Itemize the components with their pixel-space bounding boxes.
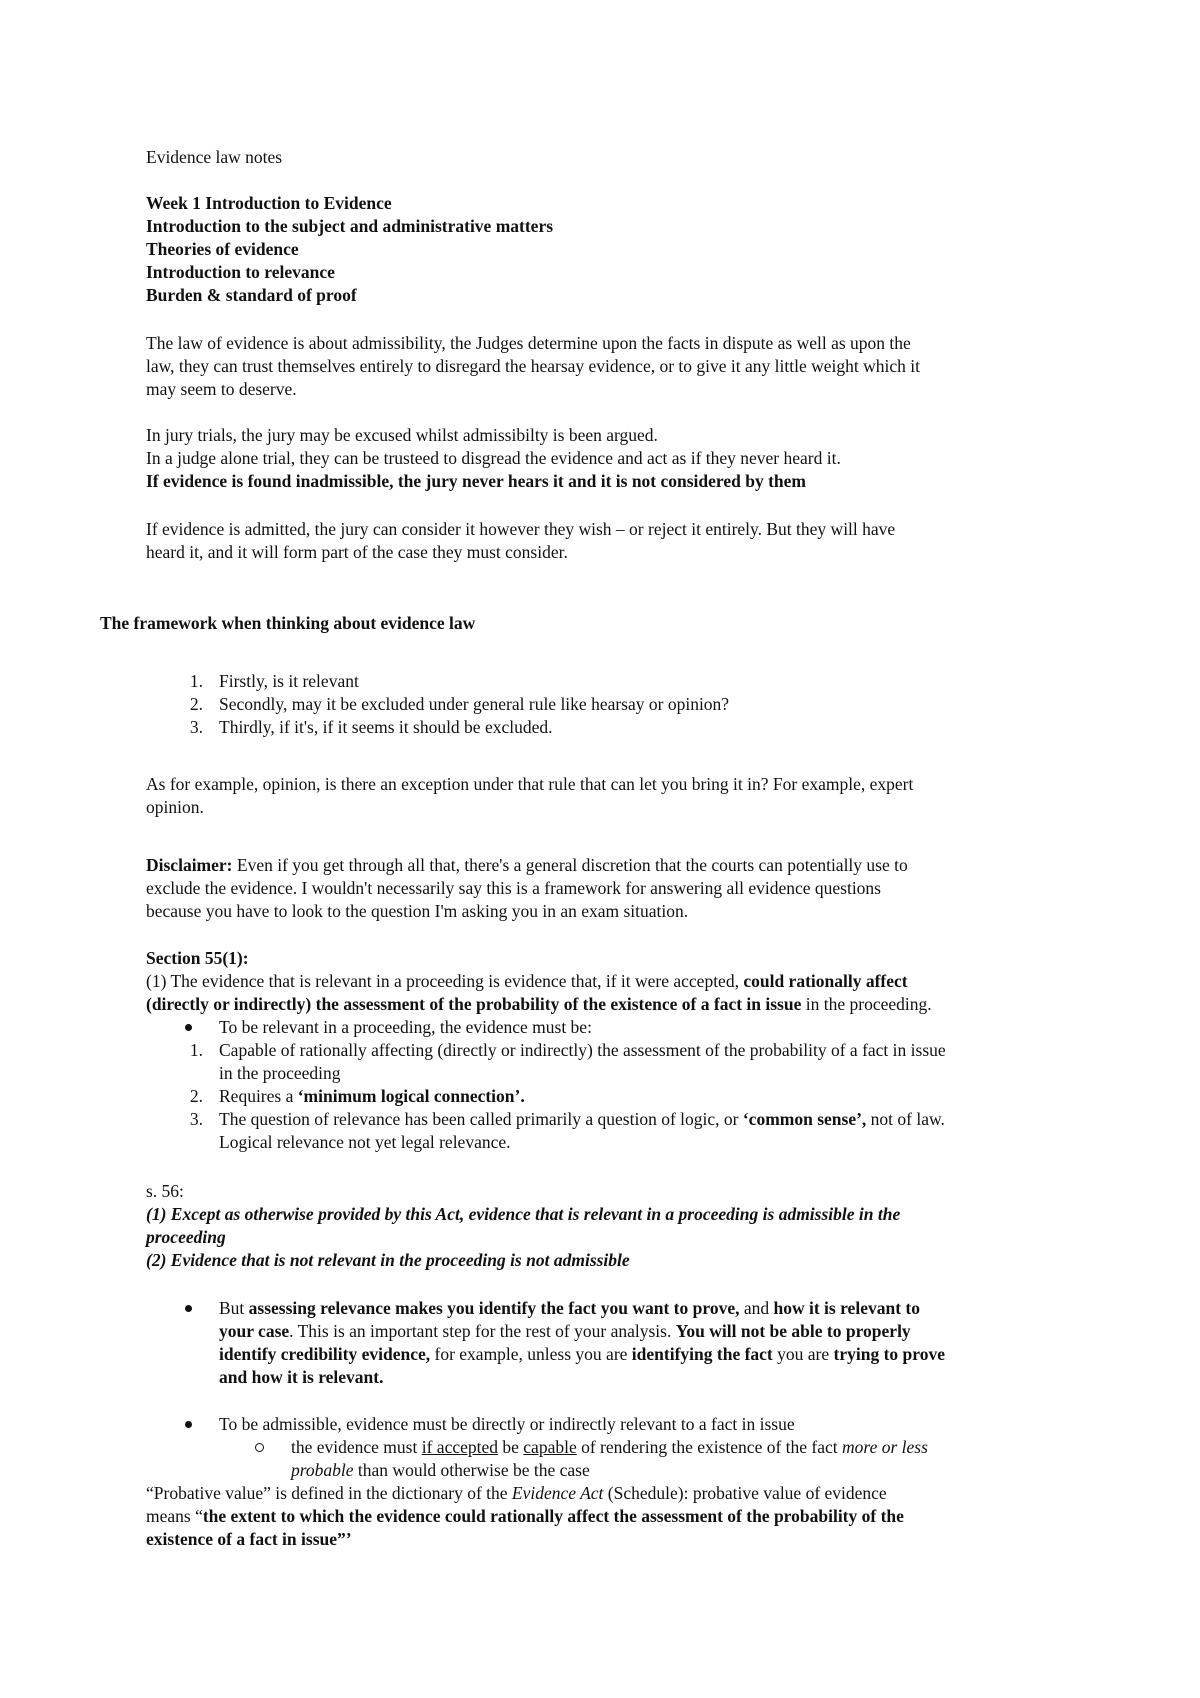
definition-line: “Probative value” is defined in the dictionary of the Evidence Act (Schedule): probative value of evidence bbox=[146, 1483, 887, 1503]
week-topic: Introduction to relevance bbox=[146, 262, 335, 282]
section-heading: The framework when thinking about evidence law bbox=[100, 613, 476, 633]
paragraph-line: The law of evidence is about admissibility, the Judges determine upon the facts in dispute as well as upon the bbox=[146, 333, 911, 353]
week-heading: Week 1 Introduction to Evidence bbox=[146, 193, 392, 213]
section-heading: s. 56: bbox=[146, 1181, 184, 1201]
list-number: 2. bbox=[189, 694, 203, 714]
list-item: Secondly, may it be excluded under general rule like hearsay or opinion? bbox=[219, 694, 730, 714]
sub-bullet-icon bbox=[255, 1443, 264, 1452]
list-item: Thirdly, if it's, if it seems it should be excluded. bbox=[219, 717, 553, 737]
bullet-icon bbox=[185, 1305, 192, 1312]
list-item: Requires a ‘minimum logical connection’. bbox=[219, 1086, 525, 1106]
paragraph-line: may seem to deserve. bbox=[146, 379, 297, 399]
sub-bullet-item: the evidence must if accepted be capable of rendering the existence of the fact more or less bbox=[291, 1437, 928, 1457]
statute-line: (1) The evidence that is relevant in a proceeding is evidence that, if it were accepted, could rationally affect bbox=[146, 971, 908, 991]
week-topic: Theories of evidence bbox=[146, 239, 299, 259]
disclaimer-label: Disclaimer: bbox=[146, 855, 233, 875]
paragraph-line: If evidence is admitted, the jury can consider it however they wish – or reject it entirely. But they will have bbox=[146, 519, 896, 539]
list-item: The question of relevance has been called primarily a question of logic, or ‘common sense’, not of law. bbox=[219, 1109, 945, 1129]
bullet-item: To be relevant in a proceeding, the evidence must be: bbox=[219, 1017, 592, 1037]
list-number: 3. bbox=[189, 1109, 203, 1129]
paragraph-line: exclude the evidence. I wouldn't necessarily say this is a framework for answering all evidence questions bbox=[146, 878, 881, 898]
bullet-item-continued: identify credibility evidence, for example, unless you are identifying the fact you are trying to prove bbox=[219, 1344, 945, 1364]
definition-line: means “the extent to which the evidence could rationally affect the assessment of the probability of the bbox=[146, 1506, 904, 1526]
list-number: 3. bbox=[189, 717, 203, 737]
week-topic: Introduction to the subject and administrative matters bbox=[146, 216, 554, 236]
paragraph-line: law, they can trust themselves entirely to disregard the hearsay evidence, or to give it any little weight which it bbox=[146, 356, 920, 376]
list-item: Firstly, is it relevant bbox=[219, 671, 359, 691]
bullet-item-continued: and how it is relevant. bbox=[219, 1367, 384, 1387]
statute-line: (directly or indirectly) the assessment of the probability of the existence of a fact in issue in the proceeding. bbox=[146, 994, 932, 1014]
document-title: Evidence law notes bbox=[146, 147, 283, 167]
statute-line: proceeding bbox=[146, 1227, 226, 1247]
list-number: 1. bbox=[189, 1040, 203, 1060]
emphasis-line: If evidence is found inadmissible, the jury never hears it and it is not considered by them bbox=[146, 471, 807, 491]
paragraph-line: because you have to look to the question I'm asking you in an exam situation. bbox=[146, 901, 689, 921]
bullet-icon bbox=[185, 1421, 192, 1428]
paragraph-line: heard it, and it will form part of the case they must consider. bbox=[146, 542, 568, 562]
statute-line: (2) Evidence that is not relevant in the proceeding is not admissible bbox=[146, 1250, 630, 1270]
paragraph-line: opinion. bbox=[146, 797, 204, 817]
paragraph-line: As for example, opinion, is there an exception under that rule that can let you bring it in? For example, expert bbox=[146, 774, 914, 794]
bullet-item: To be admissible, evidence must be directly or indirectly relevant to a fact in issue bbox=[219, 1414, 795, 1434]
bullet-icon bbox=[185, 1024, 192, 1031]
section-heading: Section 55(1): bbox=[146, 948, 249, 968]
bullet-item-continued: your case. This is an important step for the rest of your analysis. You will not be able to properly bbox=[219, 1321, 911, 1341]
sub-bullet-item-continued: probable than would otherwise be the case bbox=[291, 1460, 590, 1480]
list-item-continued: in the proceeding bbox=[219, 1063, 341, 1083]
list-item-continued: Logical relevance not yet legal relevance. bbox=[219, 1132, 511, 1152]
disclaimer-line: Disclaimer: Even if you get through all that, there's a general discretion that the courts can potentially use to bbox=[146, 855, 908, 875]
list-item: Capable of rationally affecting (directly or indirectly) the assessment of the probability of a fact in issue bbox=[219, 1040, 946, 1060]
week-topic: Burden & standard of proof bbox=[146, 285, 357, 305]
paragraph-line: In jury trials, the jury may be excused whilst admissibilty is been argued. bbox=[146, 425, 658, 445]
list-number: 1. bbox=[189, 671, 203, 691]
paragraph-line: In a judge alone trial, they can be trusteed to disgread the evidence and act as if they never heard it. bbox=[146, 448, 841, 468]
list-number: 2. bbox=[189, 1086, 203, 1106]
bullet-item: But assessing relevance makes you identify the fact you want to prove, and how it is relevant to bbox=[219, 1298, 920, 1318]
statute-line: (1) Except as otherwise provided by this Act, evidence that is relevant in a proceeding is admissible in the bbox=[146, 1204, 901, 1224]
definition-line: existence of a fact in issue”’ bbox=[146, 1529, 352, 1549]
